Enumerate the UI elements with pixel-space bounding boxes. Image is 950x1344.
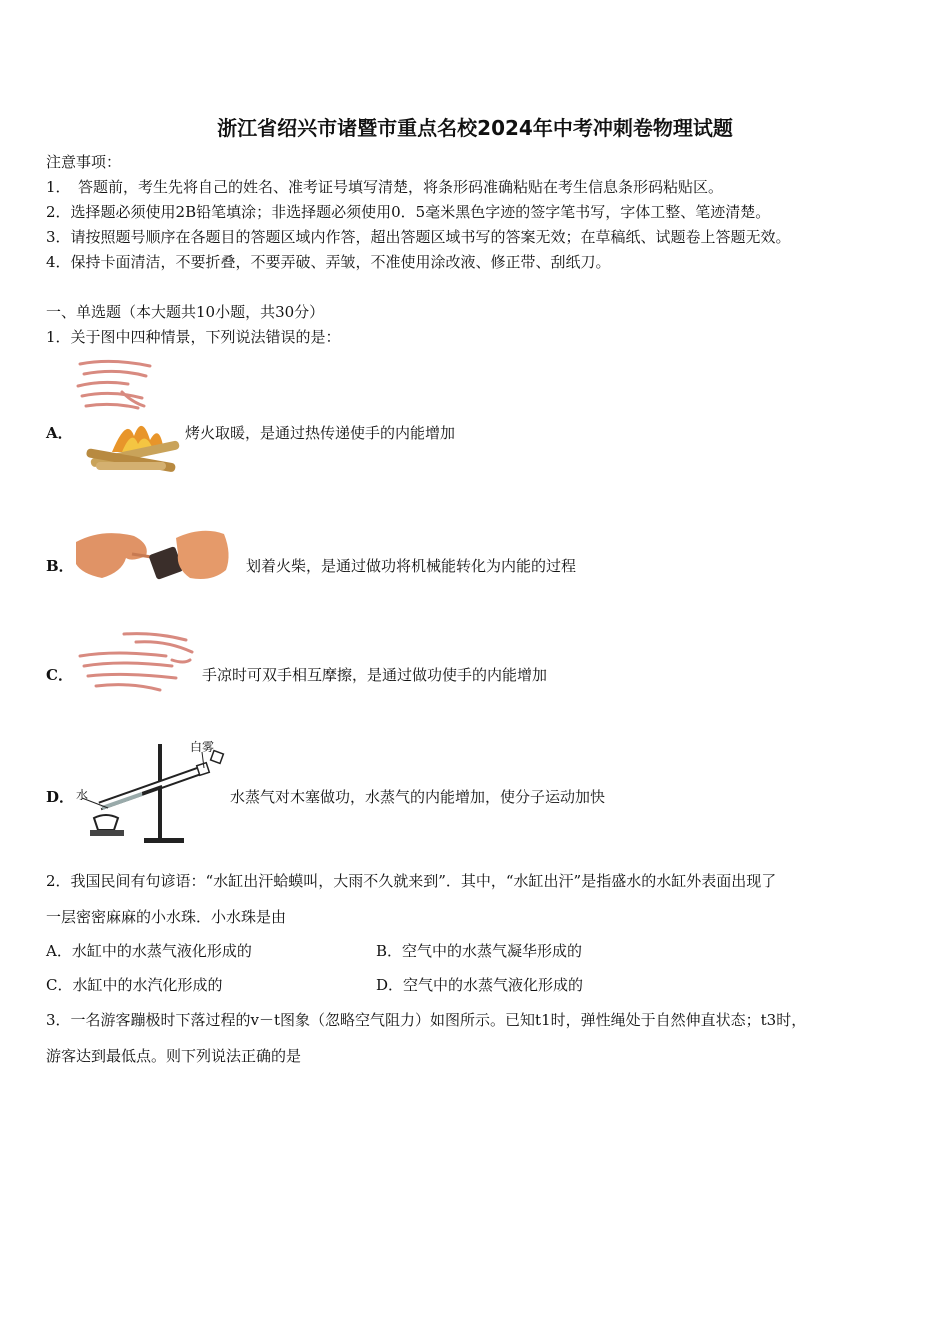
option-a-letter: A．	[46, 424, 73, 442]
option-d-letter: D．	[46, 788, 75, 806]
option-b-letter: B．	[46, 557, 74, 575]
question-3-stem-line2: 游客达到最低点。则下列说法正确的是	[46, 1047, 302, 1065]
section-heading: 一、单选题（本大题共10小题，共30分）	[46, 303, 325, 321]
figure-label-mist: 白雾	[190, 740, 215, 754]
question-2-option-d: D．空气中的水蒸气液化形成的	[376, 976, 584, 994]
option-d-text: 水蒸气对木塞做功，水蒸气的内能增加，使分子运动加快	[230, 788, 606, 806]
notice-item-1: 1． 答题前，考生先将自己的姓名、准考证号填写清楚，将条形码准确粘贴在考生信息条形码粘贴区。	[46, 178, 724, 196]
notice-item-3: 3．请按照题号顺序在各题目的答题区域内作答，超出答题区域书写的答案无效；在草稿纸、试题卷上答题无效。	[46, 228, 791, 246]
figure-label-water: 水	[76, 788, 89, 802]
question-2-option-c: C．水缸中的水汽化形成的	[46, 976, 223, 994]
question-2-option-a: A．水缸中的水蒸气液化形成的	[46, 942, 252, 960]
question-1-stem: 1．关于图中四种情景，下列说法错误的是：	[46, 328, 341, 346]
campfire-hands-figure	[72, 356, 182, 478]
question-3-stem-line1: 3．一名游客蹦极时下落过程的v－t图象（忽略空气阻力）如图所示。已知t1时，弹性绳处于自然伸直状态；t3时，	[46, 1011, 807, 1029]
question-2-option-b: B．空气中的水蒸气凝华形成的	[376, 942, 583, 960]
option-a-text: 烤火取暖，是通过热传递使手的内能增加	[185, 424, 456, 442]
page-title: 浙江省绍兴市诸暨市重点名校2024年中考冲刺卷物理试题	[217, 116, 733, 140]
notice-item-2: 2．选择题必须使用2B铅笔填涂；非选择题必须使用0．5毫米黑色字迹的签字笔书写，字体工整、笔迹清楚。	[46, 203, 771, 221]
option-c-text: 手凉时可双手相互摩擦，是通过做功使手的内能增加	[202, 666, 548, 684]
rubbing-hands-figure	[76, 630, 198, 696]
notice-item-4: 4．保持卡面清洁，不要折叠，不要弄破、弄皱，不准使用涂改液、修正带、刮纸刀。	[46, 253, 611, 271]
striking-match-figure	[72, 524, 232, 584]
option-c-letter: C．	[46, 666, 73, 684]
question-2-stem-line2: 一层密密麻麻的小水珠．小水珠是由	[46, 908, 287, 926]
notice-heading: 注意事项：	[46, 153, 122, 171]
question-2-stem-line1: 2．我国民间有句谚语：“水缸出汗蛤蟆叫，大雨不久就来到”．其中，“水缸出汗”是指盛水的水缸外表面出现了	[46, 872, 777, 890]
option-b-text: 划着火柴，是通过做功将机械能转化为内能的过程	[246, 557, 577, 575]
